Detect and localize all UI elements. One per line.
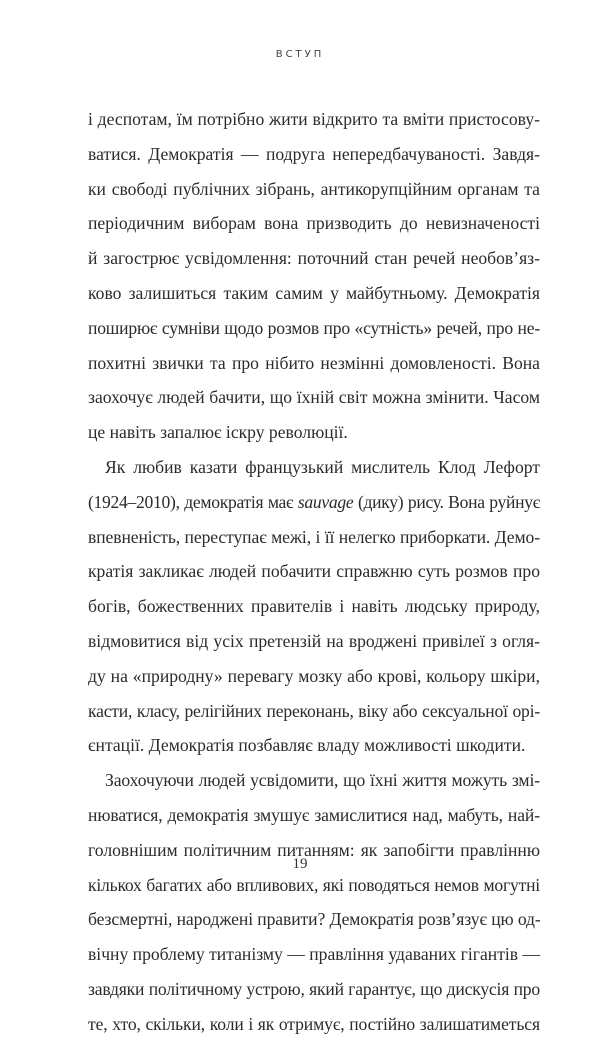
text-line: поширює сумніви щодо розмов про «сутність» речей, про не- xyxy=(88,317,540,338)
text-line: завдяки політичному устрою, який гарантує, що дискусія про xyxy=(88,978,540,999)
text-line: періодичним виборам вона призводить до невизначеності xyxy=(88,213,540,234)
text-line: заохочує людей бачити, що їхній світ можна змінити. Часом xyxy=(88,387,540,408)
text-fragment: (дику) рису. Вона руйнує xyxy=(353,491,541,512)
text-line: те, хто, скільки, коли і як отримує, постійно залишатиметься xyxy=(88,1013,540,1034)
running-head: ВСТУП xyxy=(275,49,325,60)
text-line: Заохочуючи людей усвідомити, що їхні життя можуть змі- xyxy=(105,770,540,791)
text-line: єнтації. Демократія позбавляє владу можливості шкодити. xyxy=(88,735,526,756)
text-line: головнішим політичним питанням: як запобігти правлінню xyxy=(88,839,540,860)
text-line: це навіть запалює іскру революції. xyxy=(88,422,348,443)
text-line: кількох багатих або впливових, які поводяться немов могутні xyxy=(88,874,540,895)
text-line: богів, божественних правителів і навіть людську природу, xyxy=(88,596,540,617)
page-number: 19 xyxy=(292,856,308,872)
text-line: нюватися, демократія змушує замислитися над, мабуть, най- xyxy=(88,804,540,825)
text-line: безсмертні, народжені правити? Демократія розв’язує цю од- xyxy=(88,909,541,930)
text-line: й загострює усвідомлення: поточний стан речей необов’яз- xyxy=(88,248,540,269)
text-line: ватися. Демократія — подруга непередбачуваності. Завдя- xyxy=(88,143,540,164)
text-line: відмовитися від усіх претензій на вроджені привілеї з огля- xyxy=(88,630,540,651)
text-line: ду на «природну» перевагу мозку або крові, кольору шкіри, xyxy=(88,665,540,686)
text-line: Як любив казати французький мислитель Клод Лефорт xyxy=(105,456,540,477)
body-text xyxy=(88,102,540,1042)
text-line: ки свободі публічних зібрань, антикорупційним органам та xyxy=(88,178,540,199)
text-line: касти, класу, релігійних переконань, віку або сексуальної орі- xyxy=(88,700,540,721)
text-line: кратія закликає людей побачити справжню суть розмов про xyxy=(88,561,540,582)
text-line: вічну проблему титанізму — правління удаваних гігантів — xyxy=(88,944,541,965)
text-line: похитні звички та про нібито незмінні домовленості. Вона xyxy=(88,352,540,373)
italic-term: sauvage xyxy=(297,491,354,512)
text-fragment: (1924–2010), демократія має xyxy=(88,491,298,512)
text-line: і деспотам, їм потрібно жити відкрито та вміти пристосову- xyxy=(88,109,540,129)
text-line: впевненість, переступає межі, і її нелегко приборкати. Демо- xyxy=(88,526,540,547)
text-line: ково залишиться таким самим у майбутньому. Демократія xyxy=(88,282,540,303)
text-line-with-italic xyxy=(88,485,540,520)
